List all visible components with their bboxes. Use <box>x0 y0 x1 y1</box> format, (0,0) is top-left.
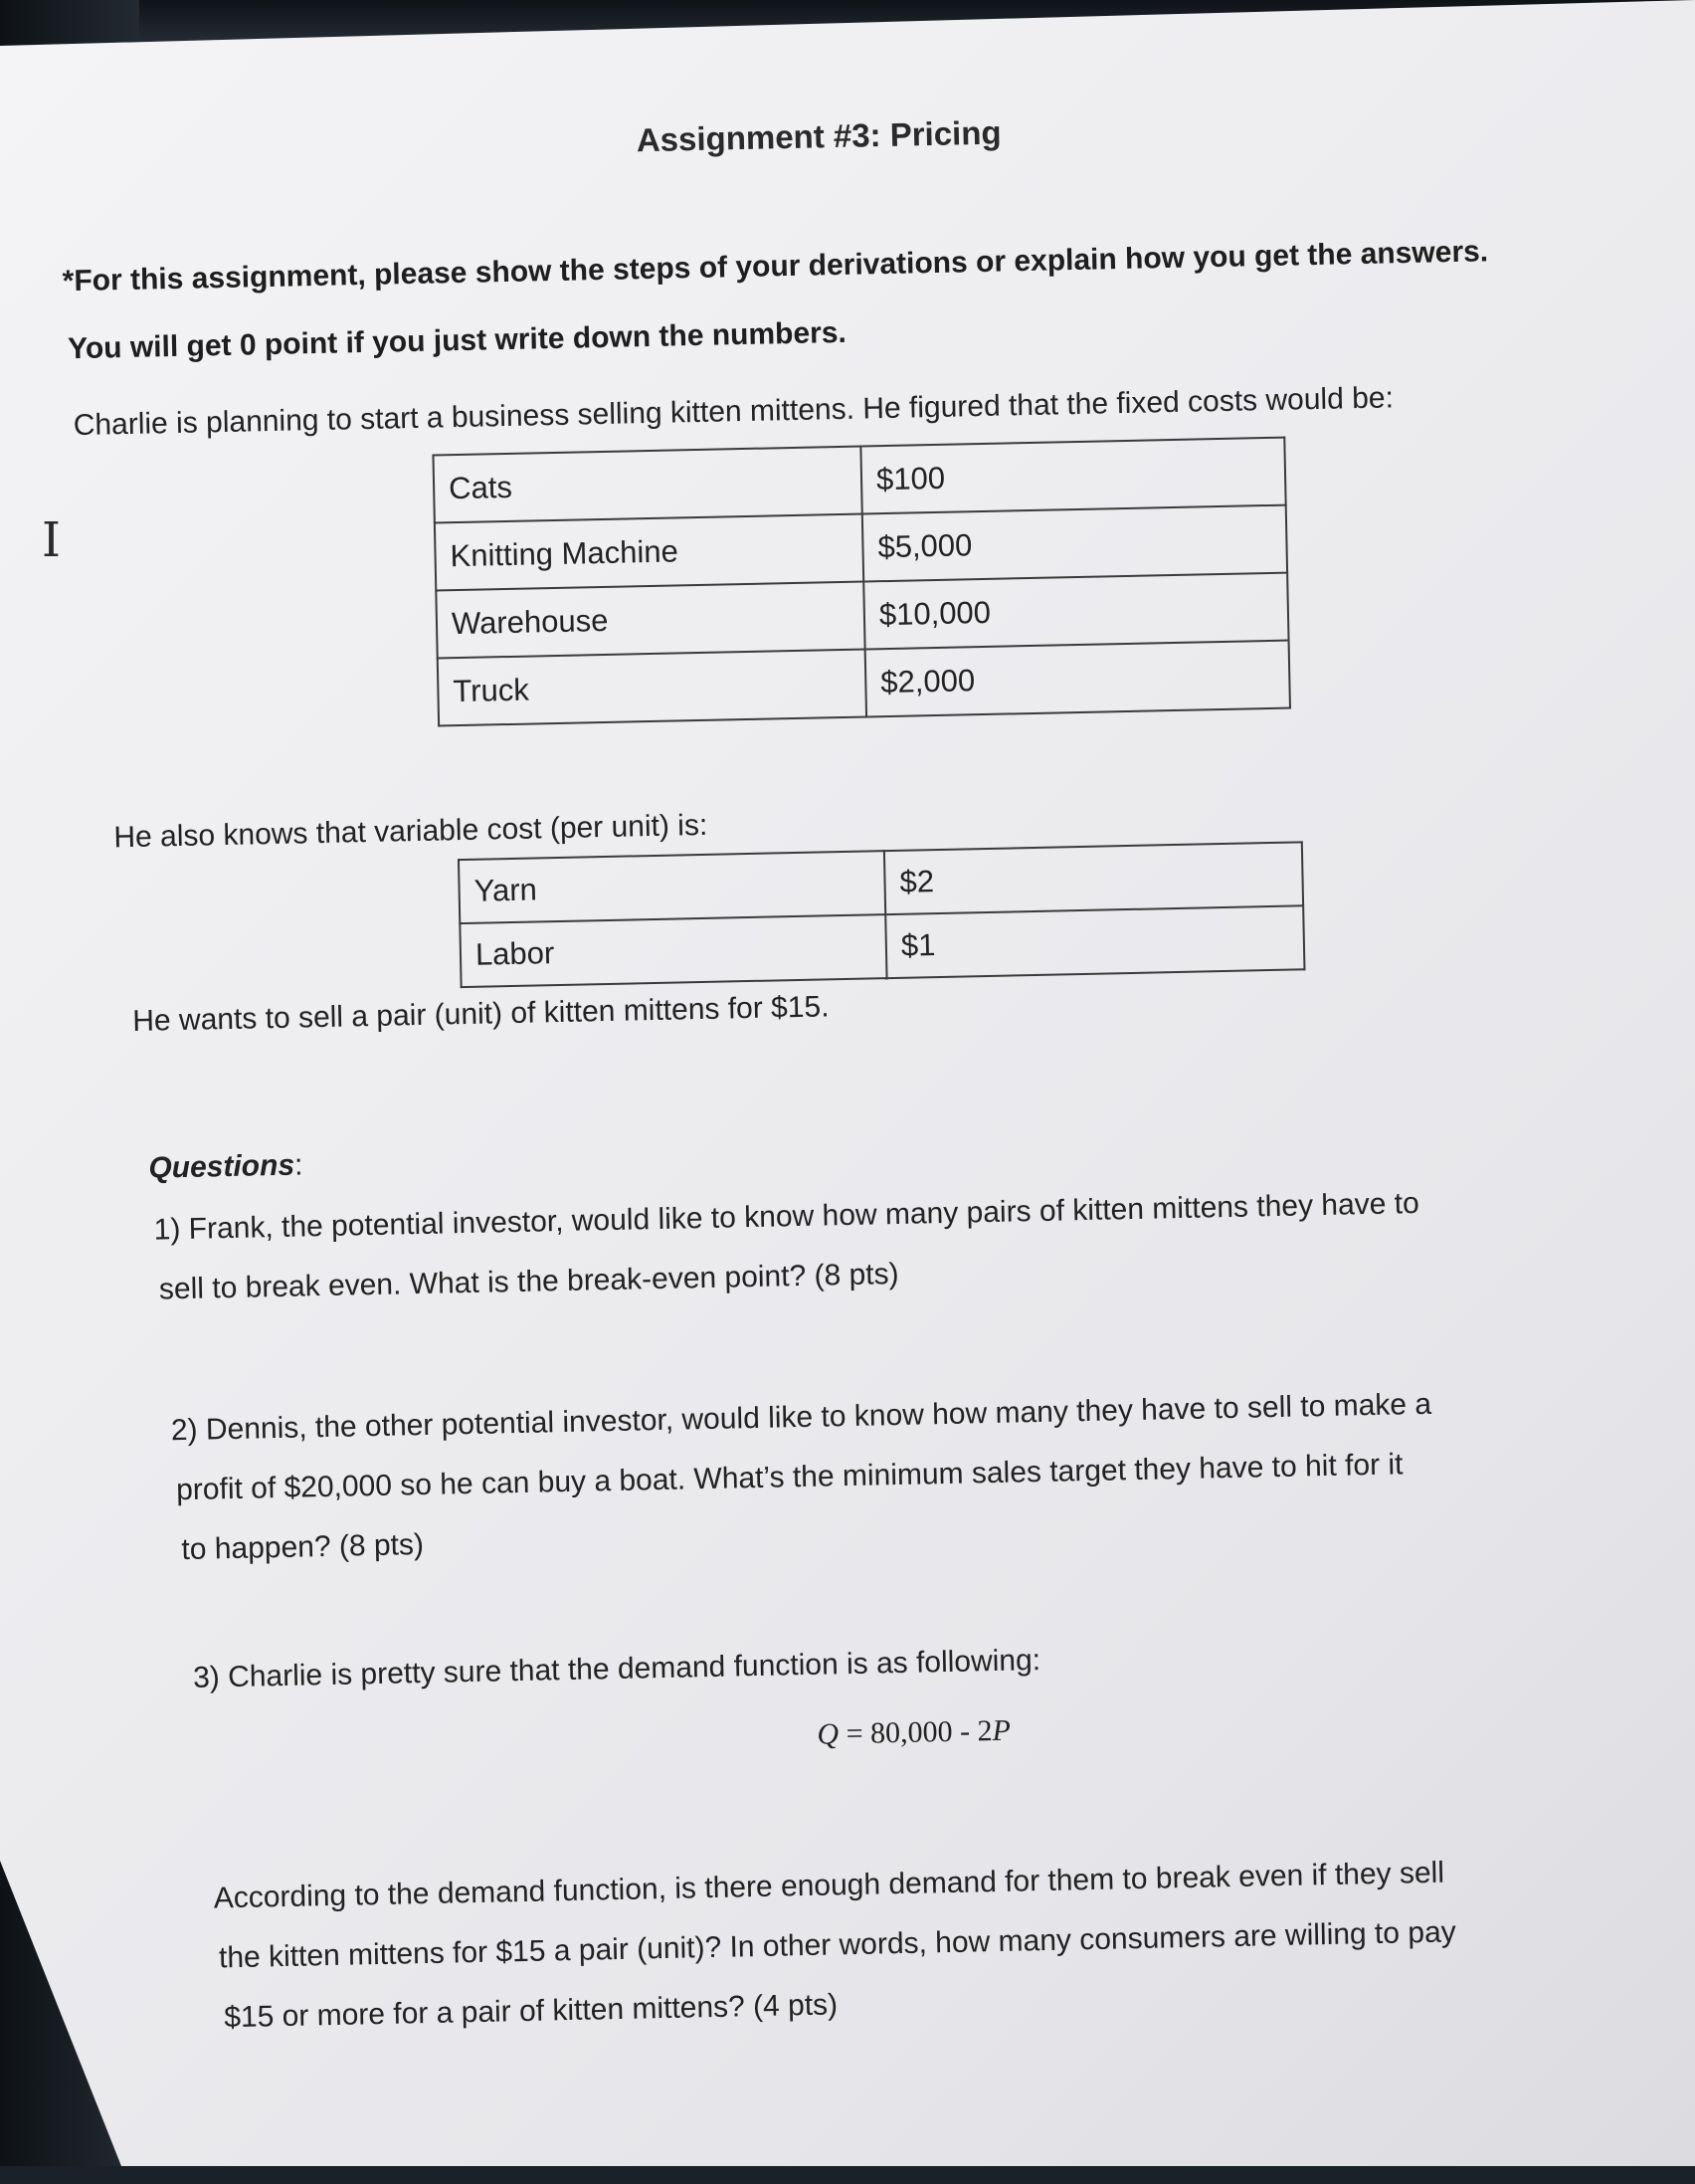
variable-cost-item: Yarn <box>459 851 885 923</box>
price-statement: He wants to sell a pair (unit) of kitten mittens for $15. <box>131 990 830 1038</box>
fixed-cost-value: $100 <box>860 438 1285 514</box>
variable-cost-item: Labor <box>460 914 886 987</box>
variable-costs-table <box>458 841 1306 988</box>
questions-heading <box>148 1148 303 1185</box>
question-1-line-1: 1) Frank, the potential investor, would like to know how many pairs of kitten mittens they have to <box>153 1186 1420 1247</box>
variable-cost-value: $1 <box>885 905 1304 978</box>
question-2-line-3: to happen? (8 pts) <box>181 1527 425 1567</box>
fixed-cost-item: Warehouse <box>436 582 864 659</box>
demand-equation <box>817 1714 1011 1752</box>
question-1-line-2: sell to break even. What is the break-even point? (8 pts) <box>158 1257 899 1306</box>
question-2-line-1: 2) Dennis, the other potential investor, would like to know how many they have to sell to make a <box>170 1387 1432 1448</box>
equation-quantity-symbol: Q <box>817 1717 840 1751</box>
fixed-costs-table <box>432 437 1291 727</box>
questions-heading-colon: : <box>293 1148 303 1182</box>
page-title: Assignment #3: Pricing <box>636 113 1002 159</box>
equation-price-symbol: P <box>992 1713 1012 1748</box>
fixed-cost-item: Knitting Machine <box>435 514 863 591</box>
equation-body: = 80,000 - 2 <box>838 1714 993 1751</box>
variable-cost-value: $2 <box>884 842 1303 914</box>
question-3-line-2: According to the demand function, is there enough demand for them to break even if they sell <box>213 1856 1445 1915</box>
question-3-line-1: 3) Charlie is pretty sure that the demand function is as following: <box>192 1644 1041 1694</box>
fixed-cost-value: $10,000 <box>863 573 1288 650</box>
fixed-cost-value: $2,000 <box>865 641 1290 717</box>
variable-cost-intro: He also knows that variable cost (per unit) is: <box>113 808 708 855</box>
instruction-line-2: You will get 0 point if you just write down the numbers. <box>67 315 848 366</box>
text-cursor-icon: I <box>42 512 61 568</box>
question-3-line-4: $15 or more for a pair of kitten mittens? (4 pts) <box>223 1988 839 2035</box>
intro-paragraph: Charlie is planning to start a business selling kitten mittens. He figured that the fixed costs would be: <box>73 381 1395 443</box>
instruction-line-1: *For this assignment, please show the steps of your derivations or explain how you get the answers. <box>62 235 1489 298</box>
question-2-line-2: profit of $20,000 so he can buy a boat. What’s the minimum sales target they have to hit for it <box>175 1448 1404 1507</box>
question-3-line-3: the kitten mittens for $15 a pair (unit)? In other words, how many consumers are willing to pay <box>218 1915 1457 1975</box>
questions-heading-text: Questions <box>148 1148 295 1185</box>
fixed-cost-value: $5,000 <box>862 505 1287 582</box>
fixed-cost-item: Truck <box>438 649 866 725</box>
fixed-cost-item: Cats <box>433 447 861 523</box>
